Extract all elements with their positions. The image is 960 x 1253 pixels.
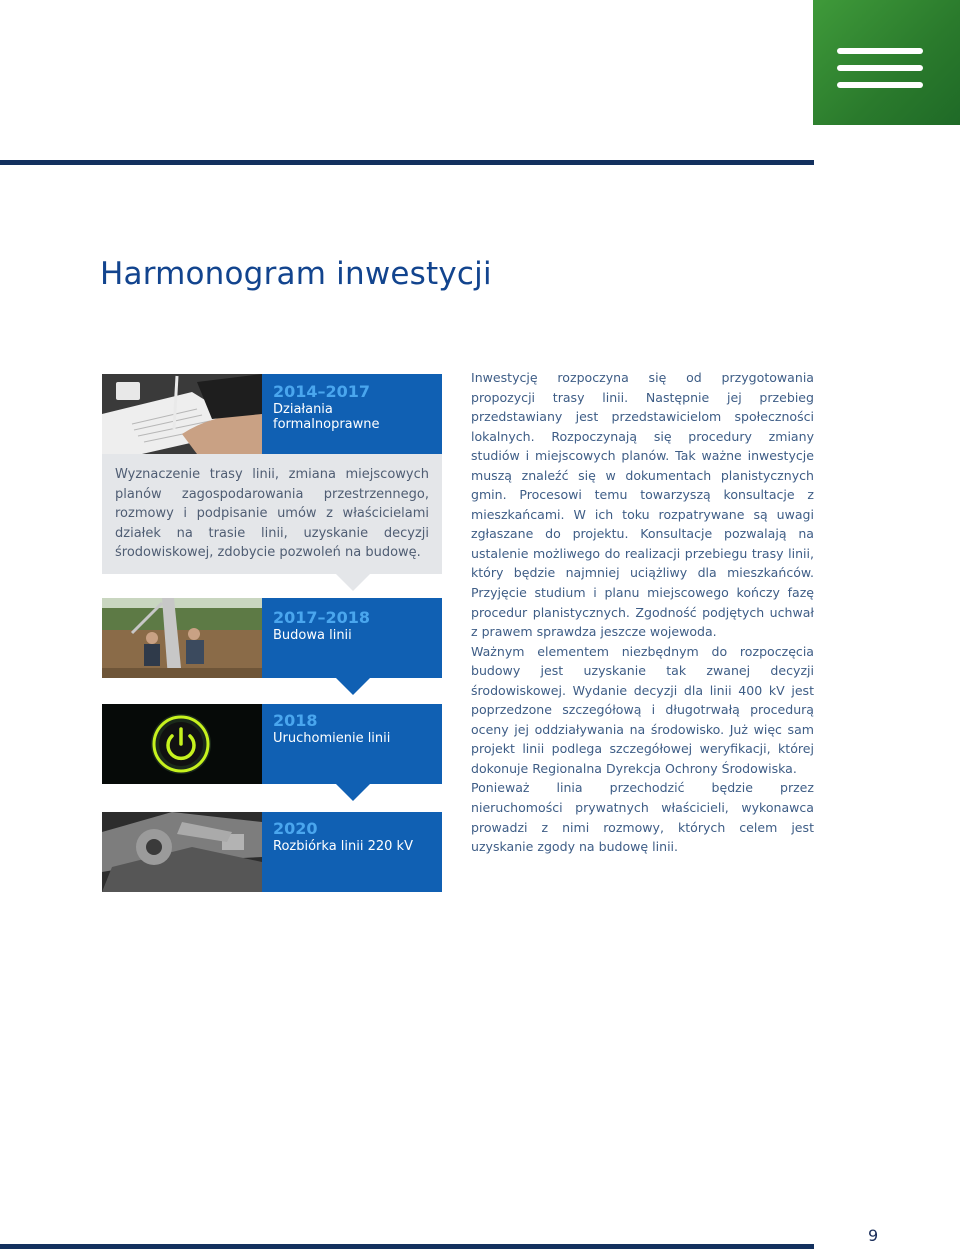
signing-document-photo: [102, 374, 262, 454]
wrenches-photo: [102, 812, 262, 892]
top-divider: [0, 160, 814, 165]
card-arrow: [336, 678, 370, 695]
body-paragraph: Ponieważ linia przechodzić będzie przez nieruchomości prywatnych właścicieli, wykonawca prowadzi z nimi rozmowy, których celem jest uzyskanie zgody na budowę linii.: [471, 780, 814, 855]
timeline-year: 2018: [273, 711, 318, 730]
phase-description: Wyznaczenie trasy linii, zmiana miejscowych planów zagospodarowania przestrzennego, rozmowy i podpisanie umów z właścicielami działek na trasie linii, uzyskanie decyzji środowiskowej, zdobycie pozwoleń na budowę.: [115, 467, 429, 561]
body-paragraph: Inwestycję rozpoczyna się od przygotowania propozycji trasy linii. Następnie jej przebieg przedstawiany jest przedstawicielom społeczności lokalnych. Rozpoczynają się procedury zmiany studiów i miejscowych planów. Tak ważne inwestycje muszą znaleźć się w dokumentach planistycznych gmin. Procesowi temu towarzyszą konsultacje z mieszkańcami. W ich toku rozpatrywane są uwagi zgłaszane do projektu. Konsultacje pozwalają na ustalenie możliwego do realizacji przebiegu trasy linii, który będzie najmniej uciążliwy dla mieszkańców. Przyjęcie studium i planu miejscowego kończy fazę procedur planistycznych. Zgodność podjętych uchwał z prawem sprawdza jeszcze wojewoda.: [471, 370, 814, 640]
page-number: 9: [868, 1226, 879, 1245]
timeline-card-2014-2017: [102, 374, 442, 454]
page-title: Harmonogram inwestycji: [100, 256, 492, 292]
bottom-divider: [0, 1244, 814, 1249]
timeline-label: Budowa linii: [273, 628, 352, 643]
timeline-label: Rozbiórka linii 220 kV: [273, 839, 413, 854]
timeline-year: 2017–2018: [273, 608, 371, 627]
timeline-card-2020: [102, 812, 442, 892]
body-paragraph: Ważnym elementem niezbędnym do rozpoczęcia budowy jest uzyskanie tak zwanej decyzji środowiskowej. Wydanie decyzji dla linii 400 kV jest poprzedzone szczegółową i długotrwałą procedurą oceny jej oddziaływania na środowisko. Już więc sam projekt linii podlega szczegółowej weryfikacji, której dokonuje Regionalna Dyrekcja Ochrony Środowiska.: [471, 643, 814, 776]
menu-tab[interactable]: [813, 0, 960, 125]
construction-workers-photo: [102, 598, 262, 678]
timeline-label: Działania formalnoprawne: [273, 402, 380, 432]
card-arrow: [336, 784, 370, 801]
timeline-card-2017-2018: [102, 598, 442, 678]
timeline-year: 2020: [273, 819, 318, 838]
timeline-year: 2014–2017: [273, 382, 371, 401]
panel-arrow: [336, 574, 370, 591]
timeline-label: Uruchomienie linii: [273, 731, 391, 746]
power-button-photo: [102, 704, 262, 784]
timeline-card-2018: [102, 704, 442, 784]
body-text: [471, 368, 814, 857]
